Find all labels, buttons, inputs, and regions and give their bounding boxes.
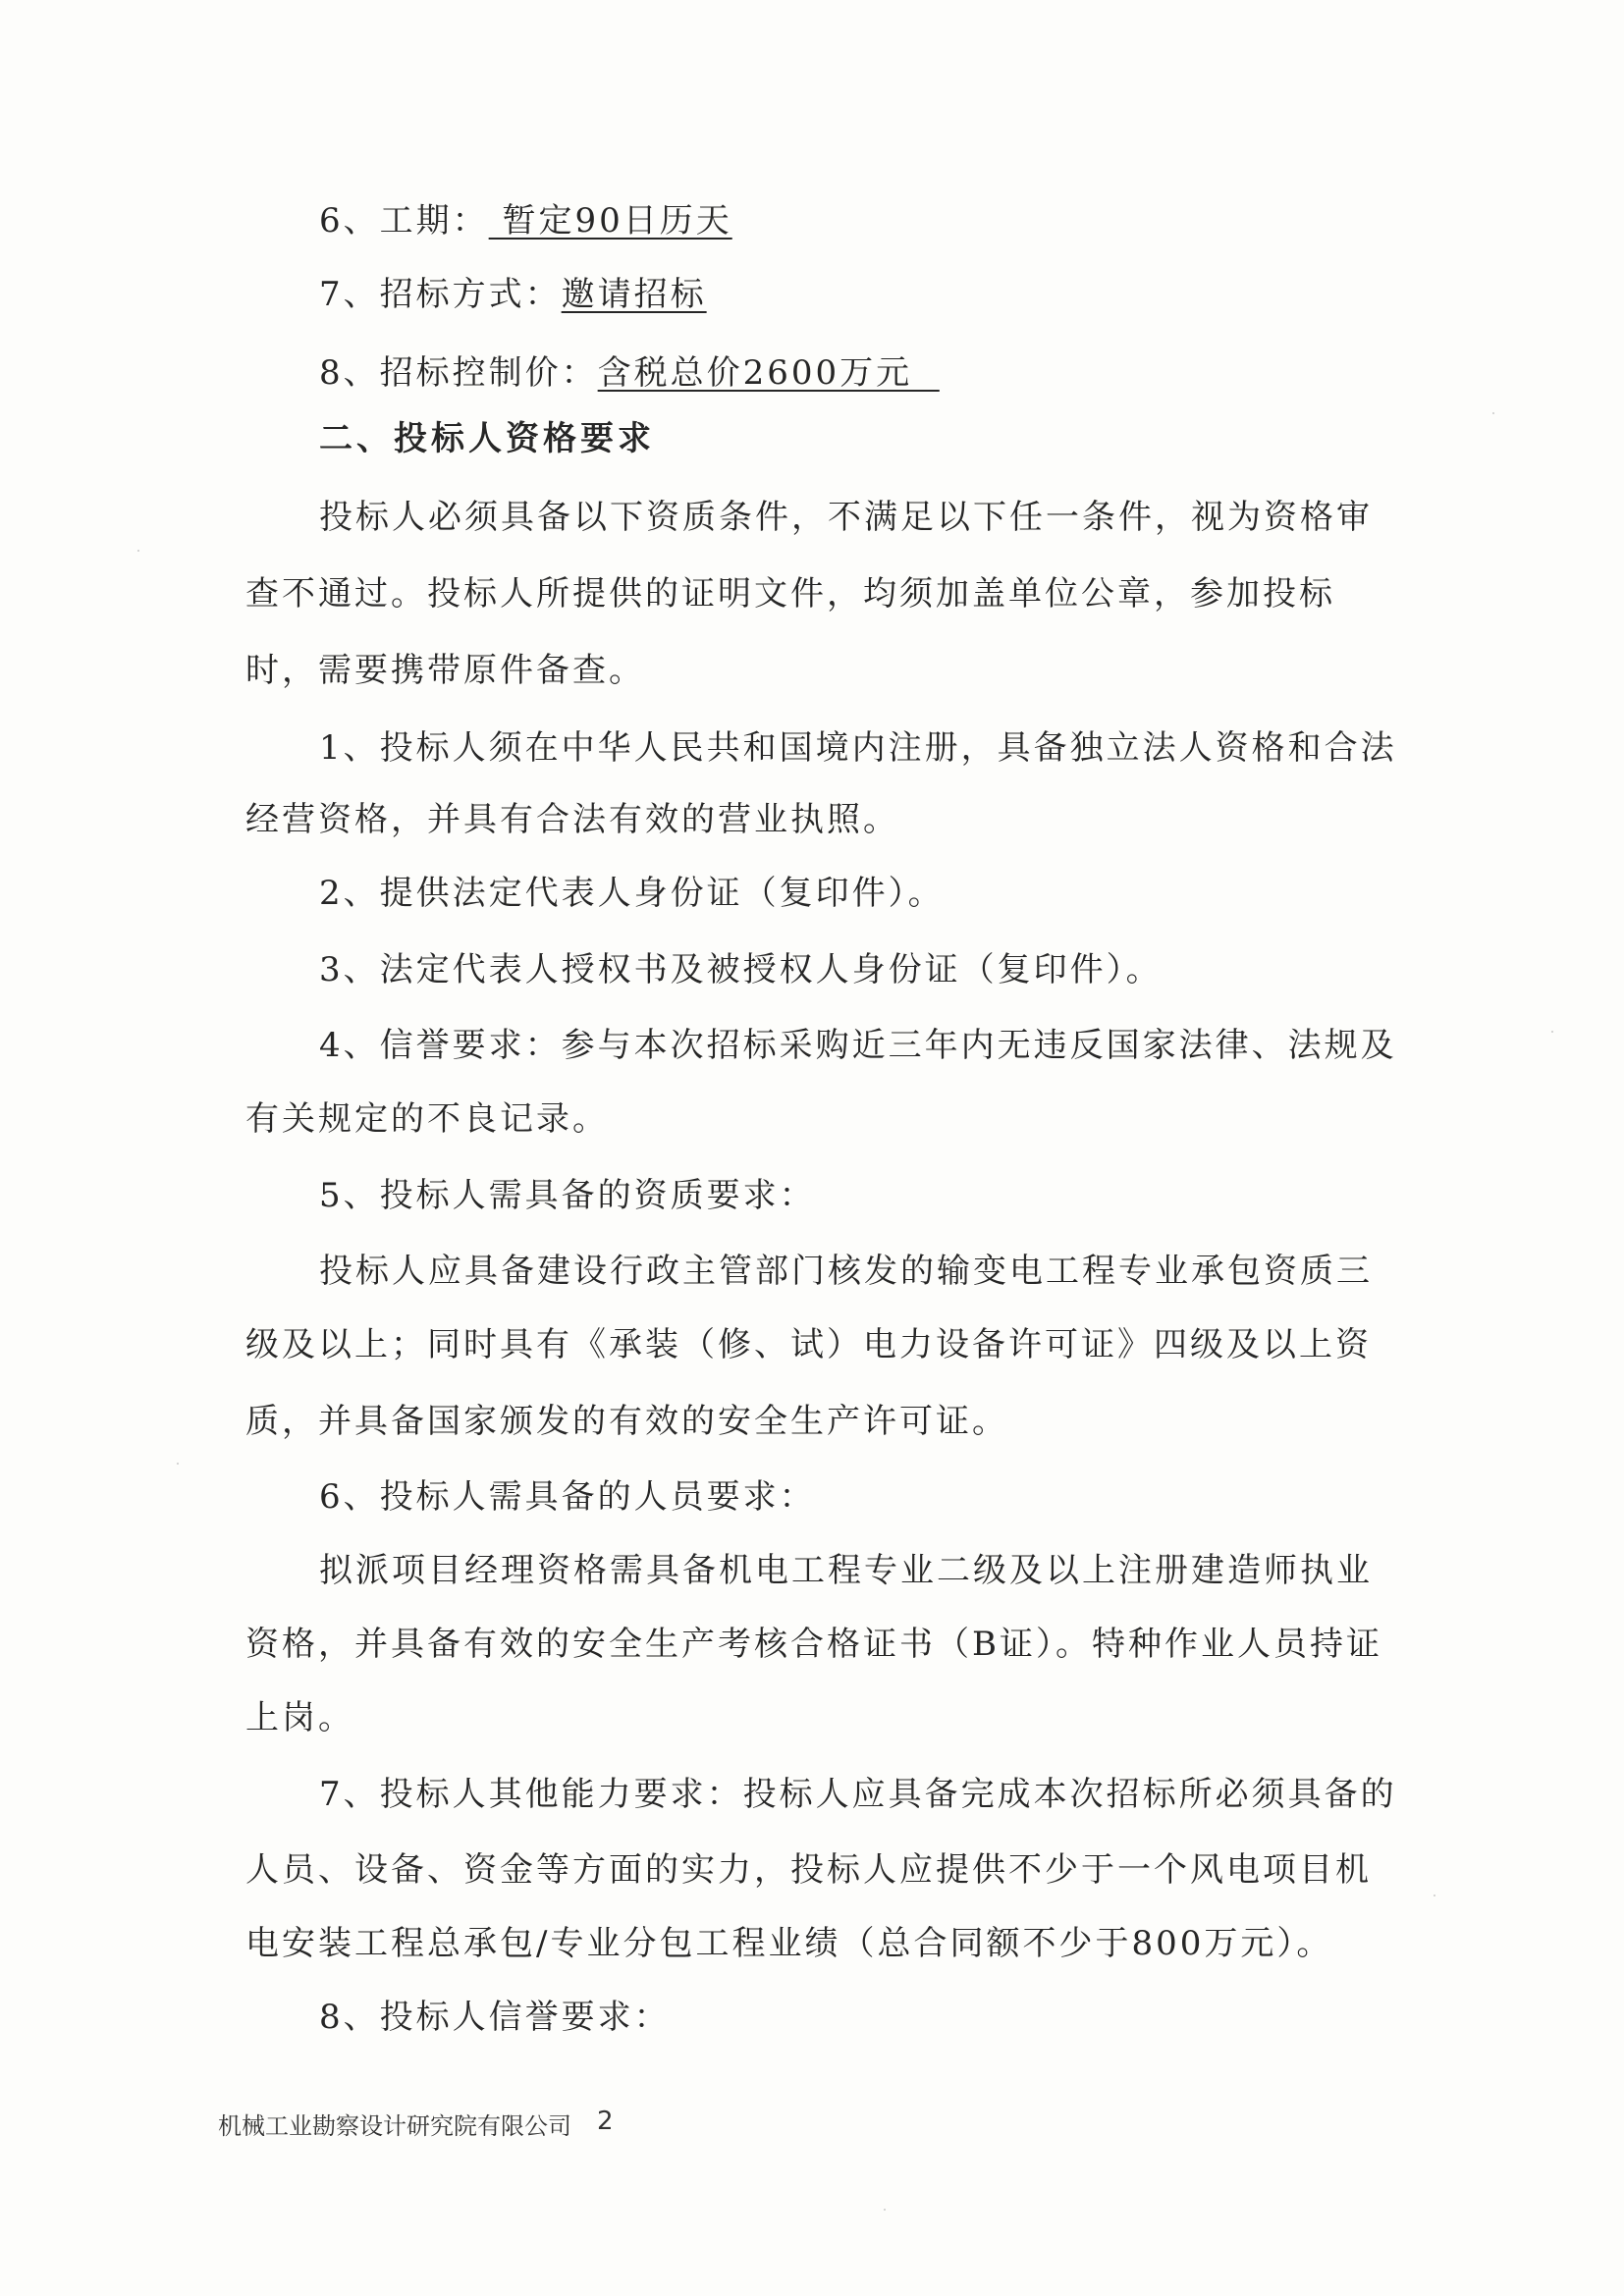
intro-line-1: 投标人必须具备以下资质条件，不满足以下任一条件，视为资格审 — [319, 498, 1373, 537]
footer-company: 机械工业勘察设计研究院有限公司 — [218, 2112, 571, 2140]
req6-title: 6、投标人需具备的人员要求： — [319, 1477, 816, 1517]
duration-value: 暂定90日历天 — [488, 201, 732, 240]
page-number: 2 — [597, 2107, 614, 2136]
req6-body-line-2: 资格，并具备有效的安全生产考核合格证书（B证）。特种作业人员持证 — [245, 1625, 1382, 1664]
intro-line-2: 查不通过。投标人所提供的证明文件，均须加盖单位公章，参加投标 — [245, 574, 1335, 614]
req8-title: 8、投标人信誉要求： — [319, 1998, 671, 2037]
req4-line-2: 有关规定的不良记录。 — [245, 1099, 609, 1139]
bidding-method-label: 7、招标方式： — [319, 275, 562, 314]
duration-label: 6、工期： — [319, 201, 489, 240]
req3-line: 3、法定代表人授权书及被授权人身份证（复印件）。 — [319, 950, 1163, 989]
scan-speck — [1551, 1031, 1553, 1033]
scan-speck — [1492, 412, 1494, 414]
bidding-method-value: 邀请招标 — [561, 275, 707, 314]
control-price-label: 8、招标控制价： — [319, 353, 598, 393]
req4-line-1: 4、信誉要求：参与本次招标采购近三年内无违反国家法律、法规及 — [319, 1026, 1397, 1065]
scan-speck — [884, 2209, 886, 2211]
req5-title: 5、投标人需具备的资质要求： — [319, 1176, 816, 1215]
req7-line-2: 人员、设备、资金等方面的实力，投标人应提供不少于一个风电项目机 — [245, 1850, 1372, 1890]
control-price-value: 含税总价2600万元 — [597, 353, 940, 393]
scan-speck — [1434, 1895, 1435, 1896]
req1-line-2: 经营资格，并具有合法有效的营业执照。 — [245, 800, 899, 839]
req7-line-3: 电安装工程总承包/专业分包工程业绩（总合同额不少于800万元）。 — [245, 1924, 1333, 1963]
item-duration — [319, 199, 732, 242]
scan-speck — [177, 1463, 179, 1465]
section-heading: 二、投标人资格要求 — [319, 419, 655, 458]
req2-line: 2、提供法定代表人身份证（复印件）。 — [319, 874, 945, 913]
req6-body-line-1: 拟派项目经理资格需具备机电工程专业二级及以上注册建造师执业 — [319, 1551, 1373, 1590]
req1-line-1: 1、投标人须在中华人民共和国境内注册，具备独立法人资格和合法 — [319, 728, 1397, 768]
req7-line-1: 7、投标人其他能力要求：投标人应具备完成本次招标所必须具备的 — [319, 1775, 1397, 1814]
req5-body-line-3: 质，并具备国家颁发的有效的安全生产许可证。 — [245, 1402, 1008, 1441]
scan-speck — [137, 550, 139, 552]
item-bidding-method — [319, 273, 707, 316]
req5-body-line-1: 投标人应具备建设行政主管部门核发的输变电工程专业承包资质三 — [319, 1252, 1373, 1291]
item-control-price — [319, 351, 940, 395]
intro-line-3: 时，需要携带原件备查。 — [245, 651, 645, 690]
req6-body-line-3: 上岗。 — [245, 1698, 354, 1737]
req5-body-line-2: 级及以上；同时具有《承装（修、试）电力设备许可证》四级及以上资 — [245, 1325, 1372, 1364]
